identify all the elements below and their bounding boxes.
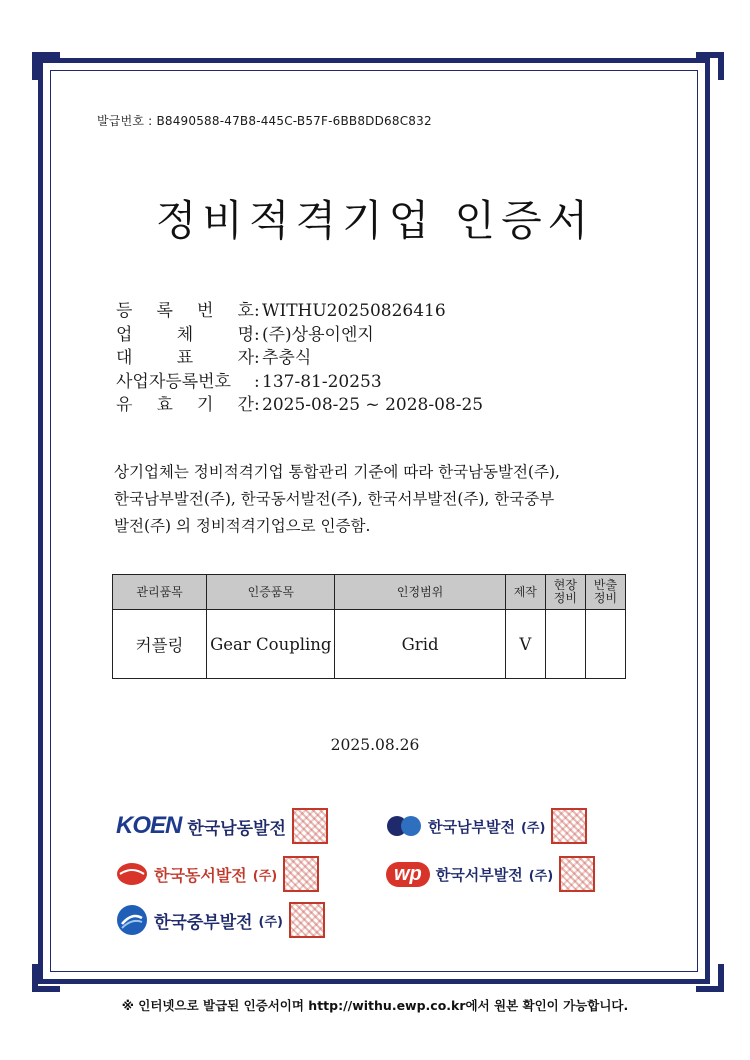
- table-row: [113, 610, 626, 679]
- seobu-name: 한국서부발전: [435, 865, 523, 884]
- cell-manufacture: V: [505, 610, 545, 679]
- company-seal: [551, 808, 587, 844]
- certificate-title: 정비적격기업 인증서: [155, 196, 595, 245]
- cell-site-maintenance: [545, 610, 585, 679]
- cell-managed-item: 커플링: [113, 610, 207, 679]
- corner-ornament: [696, 52, 724, 80]
- info-label: 등 록 번 호: [116, 301, 254, 321]
- cell-certified-item: Gear Coupling: [207, 610, 335, 679]
- jungbu-name: 한국중부발전: [154, 912, 253, 933]
- company-name: (주)상용이엔지: [262, 324, 374, 345]
- dongseo-name: 한국동서발전: [154, 865, 247, 885]
- validity-period: 2025-08-25 ~ 2028-08-25: [262, 395, 484, 415]
- info-label: 대 표 자: [116, 348, 254, 368]
- info-label: 사업자등록번호: [116, 371, 231, 392]
- business-number: 137-81-20253: [262, 371, 382, 392]
- company-namdong: [116, 808, 328, 844]
- company-seal: [292, 808, 328, 844]
- company-info: [116, 300, 483, 418]
- header-certified-item: 인증품목: [207, 575, 335, 610]
- dongseo-logo-icon: [116, 862, 148, 886]
- company-seal: [289, 902, 325, 938]
- info-label: 업 체 명: [116, 324, 254, 345]
- info-row: 업 체 명 : (주)상용이엔지: [116, 324, 483, 348]
- cell-scope: Grid: [335, 610, 505, 679]
- representative: 추충식: [262, 348, 312, 368]
- company-seobu: wp 한국서부발전 (주): [386, 856, 595, 892]
- verification-notice: ※ 인터넷으로 발급된 인증서이며 http://withu.ewp.co.kr에서 원본 확인이 가능합니다.: [121, 998, 629, 1013]
- issue-number-value: B8490588-47B8-445C-B57F-6BB8DD68C832: [156, 114, 432, 128]
- info-row: 유 효 기 간 : 2025-08-25 ~ 2028-08-25: [116, 394, 483, 418]
- info-label: 유 효 기 간: [116, 395, 254, 415]
- table-header-row: [113, 575, 626, 610]
- info-row: 대 표 자 : 추충식: [116, 347, 483, 371]
- corner-ornament: [32, 964, 60, 992]
- company-nambu: 한국남부발전 (주): [386, 808, 587, 844]
- info-row: 사업자등록번호 : 137-81-20253: [116, 371, 483, 395]
- info-row: 등 록 번 호 : WITHU20250826416: [116, 300, 483, 324]
- company-dongseo: 한국동서발전 (주): [116, 856, 319, 892]
- header-manufacture: 제작: [505, 575, 545, 610]
- issue-date: 2025.08.26: [330, 736, 420, 754]
- issue-number: [97, 112, 432, 129]
- nambu-logo-icon: [386, 815, 422, 837]
- jungbu-logo-icon: [116, 904, 148, 936]
- certification-table: [112, 574, 626, 679]
- corner-ornament: [696, 964, 724, 992]
- namdong-name: 한국남동발전: [187, 818, 286, 839]
- registration-number: WITHU20250826416: [262, 301, 446, 321]
- nambu-name: 한국남부발전: [428, 817, 515, 836]
- header-scope: 인정범위: [335, 575, 505, 610]
- header-managed-item: 관리품목: [113, 575, 207, 610]
- header-out-maintenance: 반출 정비: [585, 575, 625, 610]
- certification-statement: 상기업체는 정비적격기업 통합관리 기준에 따라 한국남동발전(주), 한국남부발전(주), 한국동서발전(주), 한국서부발전(주), 한국중부 발전(주) 의 정비적격기업으로 인증함.: [114, 463, 560, 535]
- company-jungbu: 한국중부발전 (주): [116, 902, 325, 938]
- issue-number-label: 발급번호 :: [97, 114, 153, 128]
- cell-out-maintenance: [585, 610, 625, 679]
- koen-logo: KOEN: [116, 812, 182, 839]
- header-site-maintenance: 현장 정비: [545, 575, 585, 610]
- seobu-logo-icon: wp: [386, 862, 430, 887]
- company-seal: [283, 856, 319, 892]
- company-seal: [559, 856, 595, 892]
- corner-ornament: [32, 52, 60, 80]
